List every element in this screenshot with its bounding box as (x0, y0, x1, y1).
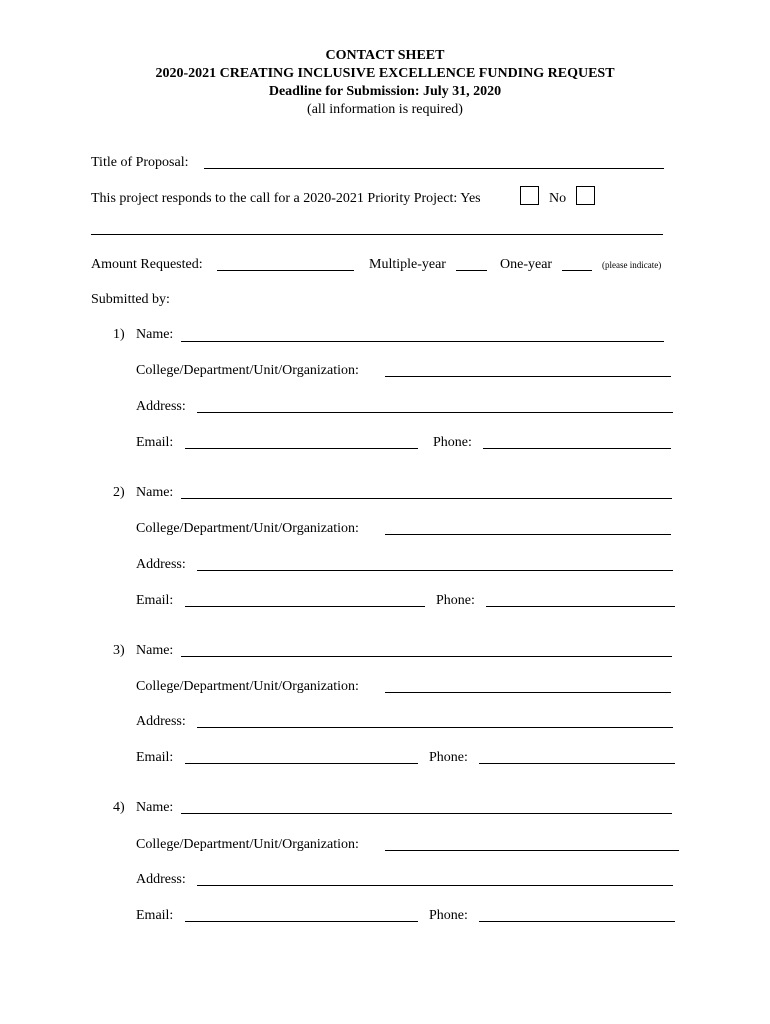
email-field[interactable] (185, 448, 418, 449)
submitted-by-label: Submitted by: (91, 292, 170, 307)
deadline-text: Deadline for Submission: July 31, 2020 (268, 84, 502, 99)
title-label: Title of Proposal: (91, 155, 189, 170)
address-field[interactable] (197, 885, 673, 886)
address-label: Address: (136, 714, 186, 729)
email-label: Email: (136, 593, 174, 608)
no-checkbox[interactable] (576, 186, 595, 205)
yes-checkbox[interactable] (520, 186, 539, 205)
one-year-field[interactable] (562, 270, 592, 271)
amount-label: Amount Requested: (91, 257, 203, 272)
college-label: College/Department/Unit/Organization: (136, 363, 359, 378)
phone-label: Phone: (429, 908, 468, 923)
address-label: Address: (136, 872, 186, 887)
form-subtitle: 2020-2021 CREATING INCLUSIVE EXCELLENCE FUNDING REQUEST (155, 66, 615, 81)
address-field[interactable] (197, 727, 673, 728)
phone-field[interactable] (486, 606, 675, 607)
college-field[interactable] (385, 850, 679, 851)
email-label: Email: (136, 750, 174, 765)
multiple-year-field[interactable] (456, 270, 487, 271)
amount-field[interactable] (217, 270, 354, 271)
submitter-number: 4) (113, 800, 125, 815)
no-label: No (549, 191, 567, 206)
phone-label: Phone: (433, 435, 472, 450)
email-field[interactable] (185, 763, 418, 764)
name-field[interactable] (181, 813, 672, 814)
phone-field[interactable] (483, 448, 671, 449)
college-label: College/Department/Unit/Organization: (136, 837, 359, 852)
one-year-label: One-year (500, 257, 553, 272)
address-label: Address: (136, 557, 186, 572)
form-title: CONTACT SHEET (325, 48, 445, 63)
college-label: College/Department/Unit/Organization: (136, 521, 359, 536)
priority-label: This project responds to the call for a 2020-2021 Priority Project: Yes (91, 191, 481, 206)
address-label: Address: (136, 399, 186, 414)
phone-label: Phone: (429, 750, 468, 765)
email-field[interactable] (185, 606, 425, 607)
address-field[interactable] (197, 412, 673, 413)
requirement-note: (all information is required) (307, 102, 463, 117)
priority-detail-field[interactable] (91, 234, 663, 235)
email-field[interactable] (185, 921, 418, 922)
phone-field[interactable] (479, 921, 675, 922)
submitter-number: 1) (113, 327, 125, 342)
name-label: Name: (136, 327, 174, 342)
address-field[interactable] (197, 570, 673, 571)
submitter-number: 2) (113, 485, 125, 500)
college-field[interactable] (385, 376, 671, 377)
email-label: Email: (136, 908, 174, 923)
multiple-year-label: Multiple-year (369, 257, 446, 272)
phone-field[interactable] (479, 763, 675, 764)
name-label: Name: (136, 643, 174, 658)
name-label: Name: (136, 800, 174, 815)
college-field[interactable] (385, 534, 671, 535)
college-label: College/Department/Unit/Organization: (136, 679, 359, 694)
email-label: Email: (136, 435, 174, 450)
name-field[interactable] (181, 341, 664, 342)
submitter-number: 3) (113, 643, 125, 658)
please-indicate-note: (please indicate) (602, 260, 662, 270)
name-field[interactable] (181, 498, 672, 499)
name-field[interactable] (181, 656, 672, 657)
college-field[interactable] (385, 692, 671, 693)
name-label: Name: (136, 485, 174, 500)
title-field[interactable] (204, 168, 664, 169)
phone-label: Phone: (436, 593, 475, 608)
